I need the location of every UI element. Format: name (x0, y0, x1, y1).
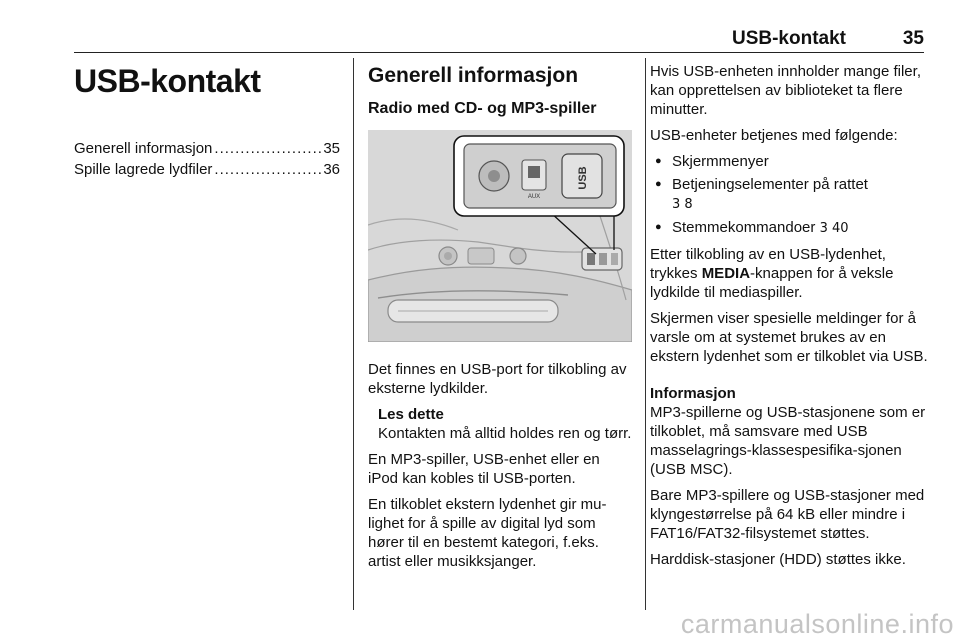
toc-entry[interactable] (74, 138, 340, 159)
list-item-text: Skjermmenyer (672, 153, 769, 170)
header-title: USB-kontakt (731, 28, 846, 49)
paragraph: En MP3-spiller, USB-enhet eller en iPod kan kobles til USB-porten. (368, 451, 600, 487)
toc-entry-page: 36 (323, 161, 340, 178)
chapter-column (74, 62, 340, 180)
note-title: Les dette (378, 406, 444, 423)
note-box (368, 405, 632, 443)
table-of-contents (74, 138, 340, 180)
column-divider (353, 58, 354, 610)
intro-paragraph: Det finnes en USB-port for tilkobling av eksterne lydkilder. (368, 361, 627, 397)
page-number: 35 (902, 28, 924, 49)
paragraph-text: -knappen for å veksle lydkilde til mediaspiller. (650, 265, 894, 301)
column-divider (645, 58, 646, 610)
control-methods-list (650, 152, 930, 238)
toc-entry[interactable] (74, 159, 340, 180)
watermark: carmanualsonline.info (680, 609, 954, 639)
list-item-text: Stemmekommandoer (672, 219, 816, 236)
paragraph: USB-enheter betjenes med følgende: (650, 127, 898, 144)
toc-entry-label: Spille lagrede lydfiler (74, 161, 213, 178)
paragraph: Hvis USB-enheten innholder mange filer, kan opprettelsen av biblioteket ta flere minutter. (650, 63, 921, 118)
paragraph: Skjermen viser spesielle meldinger for å varsle om at systemet brukes av en ekstern lydenhet som er tilkoblet via USB. (650, 310, 928, 365)
continuation-column (650, 62, 930, 576)
section-title: Generell informasjon (368, 64, 579, 87)
paragraph-text: Etter tilkobling av en USB-lydenhet, trykkes (650, 246, 886, 282)
toc-entry-page: 35 (323, 140, 340, 157)
usb-port-illustration (368, 130, 632, 342)
list-item (650, 218, 930, 238)
aux-label: AUX (527, 194, 541, 200)
paragraph (650, 245, 930, 302)
list-item (650, 175, 930, 214)
section-column (368, 62, 632, 578)
list-item-text: Betjeningselementer på rattet (672, 176, 868, 193)
page-reference-link[interactable]: 3 8 (672, 197, 693, 212)
page-reference-link[interactable]: 3 40 (819, 221, 849, 236)
page-header (74, 28, 924, 53)
paragraph: Harddisk-stasjoner (HDD) støttes ikke. (650, 551, 906, 568)
info-heading: Informasjon (650, 385, 736, 402)
note-text: Kontakten må alltid holdes ren og tørr. (378, 425, 632, 442)
paragraph: MP3-spillerne og USB-stasjonene som er tilkoblet, må samsvare med USB masselagrings-klassespesifika-sjonen (USB MSC). (650, 404, 926, 478)
toc-entry-label: Generell informasjon (74, 140, 213, 157)
media-button-label: MEDIA (701, 265, 751, 282)
toc-leader-dots (214, 138, 321, 159)
section-subtitle: Radio med CD- og MP3-spiller (368, 100, 597, 117)
list-item (650, 152, 930, 171)
usb-label: USB (577, 166, 589, 190)
chapter-title: USB-kontakt (74, 63, 261, 99)
paragraph: En tilkoblet ekstern lydenhet gir mu-lighet for å spille av digital lyd som hører til en bestemt kategori, f.eks. artist eller musikksjanger. (368, 496, 607, 570)
paragraph: Bare MP3-spillere og USB-stasjoner med klyngestørrelse på 64 kB eller mindre i FAT16/FAT32-filsystemet støttes. (650, 487, 925, 542)
toc-leader-dots (214, 159, 321, 180)
